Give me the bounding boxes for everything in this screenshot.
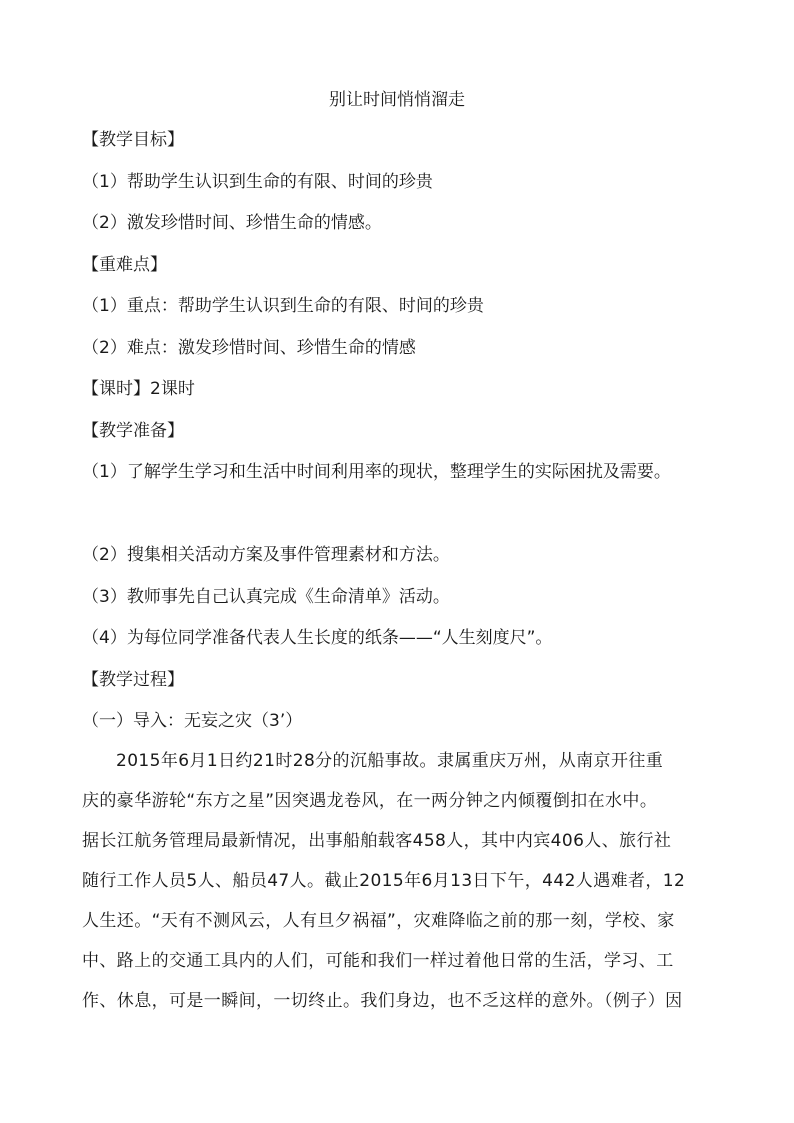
- paragraph-line: 据长江航务管理局最新情况，出事船舶载客458人，其中内宾406人、旅行社: [82, 831, 672, 851]
- prep-item-3: （3）教师事先自己认真完成《生命清单》活动。: [82, 587, 450, 607]
- paragraph-line: 人生还。“天有不测风云，人有旦夕祸福”，灾难降临之前的那一刻，学校、家: [82, 911, 675, 931]
- goal-item-1: （1）帮助学生认识到生命的有限、时间的珍贵: [82, 172, 433, 192]
- paragraph-line: 作、休息，可是一瞬间，一切终止。我们身边，也不乏这样的意外。（例子）因: [82, 991, 683, 1011]
- document-title: 别让时间悄悄溜走: [329, 90, 465, 110]
- paragraph-line: 2015年6月1日约21时28分的沉船事故。隶属重庆万州，从南京开往重: [116, 751, 664, 771]
- section-heading-preparation: 【教学准备】: [82, 421, 184, 441]
- section-heading-process: 【教学过程】: [82, 670, 184, 690]
- intro-heading: （一）导入：无妄之灾（3’）: [82, 711, 303, 731]
- key-point-1: （1）重点：帮助学生认识到生命的有限、时间的珍贵: [82, 296, 484, 316]
- paragraph-line: 随行工作人员5人、船员47人。截止2015年6月13日下午，442人遇难者，12: [82, 871, 686, 891]
- key-point-2: （2）难点：激发珍惜时间、珍惜生命的情感: [82, 338, 416, 358]
- prep-item-4: （4）为每位同学准备代表人生长度的纸条——“人生刻度尺”。: [82, 628, 553, 648]
- paragraph-line: 中、路上的交通工具内的人们，可能和我们一样过着他日常的生活，学习、工: [82, 951, 674, 971]
- intro-paragraph: [82, 741, 722, 1021]
- prep-item-2: （2）搜集相关活动方案及事件管理素材和方法。: [82, 545, 450, 565]
- prep-item-1: （1）了解学生学习和生活中时间利用率的现状，整理学生的实际困扰及需要。: [82, 462, 671, 482]
- class-hours: 【课时】2课时: [82, 379, 195, 399]
- section-heading-goals: 【教学目标】: [82, 130, 184, 150]
- paragraph-line: 庆的豪华游轮“东方之星”因突遇龙卷风，在一两分钟之内倾覆倒扣在水中。: [82, 791, 658, 811]
- section-heading-key-points: 【重难点】: [82, 255, 167, 275]
- goal-item-2: （2）激发珍惜时间、珍惜生命的情感。: [82, 213, 382, 233]
